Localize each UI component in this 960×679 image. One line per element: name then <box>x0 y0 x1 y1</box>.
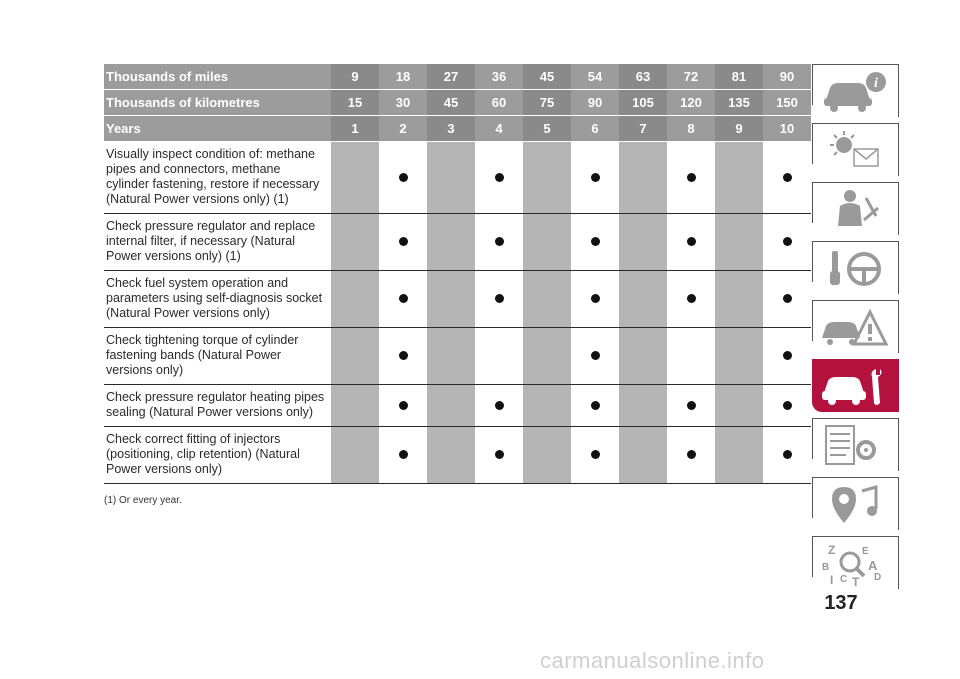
header-value: 1 <box>331 116 379 142</box>
schedule-cell <box>331 328 379 385</box>
scheduled-dot <box>495 401 504 410</box>
schedule-cell <box>571 271 619 328</box>
schedule-cell <box>571 385 619 427</box>
schedule-cell <box>715 142 763 214</box>
scheduled-dot <box>687 450 696 459</box>
tab-starting-driving[interactable] <box>812 241 899 294</box>
scheduled-dot <box>783 294 792 303</box>
schedule-cell <box>619 142 667 214</box>
tab-technical-specifications[interactable] <box>812 418 899 471</box>
tab-emergencies[interactable] <box>812 300 899 353</box>
scheduled-dot <box>495 173 504 182</box>
scheduled-dot <box>783 450 792 459</box>
scheduled-dot <box>687 173 696 182</box>
schedule-cell <box>667 385 715 427</box>
schedule-cell <box>475 385 523 427</box>
header-value: 150 <box>763 90 811 116</box>
scheduled-dot <box>399 351 408 360</box>
schedule-cell <box>427 328 475 385</box>
tab-safety[interactable] <box>812 182 899 235</box>
header-value: 4 <box>475 116 523 142</box>
svg-text:D: D <box>874 572 882 583</box>
header-value: 30 <box>379 90 427 116</box>
table-row <box>104 214 811 271</box>
svg-text:T: T <box>852 575 860 586</box>
operation-description: Visually inspect condition of: methane pipes and connectors, methane cylinder fastening, restore if necessary (Natural Power versions only) (1) <box>104 142 331 214</box>
schedule-cell <box>667 271 715 328</box>
schedule-cell <box>715 271 763 328</box>
header-value: 45 <box>523 64 571 90</box>
schedule-cell <box>523 271 571 328</box>
header-value: 27 <box>427 64 475 90</box>
scheduled-dot <box>687 401 696 410</box>
data-list-gear-icon <box>818 422 890 468</box>
scheduled-dot <box>399 294 408 303</box>
scheduled-dot <box>687 237 696 246</box>
svg-text:Z: Z <box>828 543 836 557</box>
schedule-cell <box>427 142 475 214</box>
watermark: carmanualsonline.info <box>540 648 765 673</box>
table-row <box>104 328 811 385</box>
scheduled-dot <box>399 450 408 459</box>
schedule-cell <box>667 427 715 484</box>
tab-servicing-care[interactable] <box>812 359 899 412</box>
scheduled-dot <box>495 237 504 246</box>
header-value: 5 <box>523 116 571 142</box>
schedule-cell <box>475 142 523 214</box>
header-value: 6 <box>571 116 619 142</box>
header-value: 63 <box>619 64 667 90</box>
schedule-cell <box>331 385 379 427</box>
table-row <box>104 271 811 328</box>
header-value: 60 <box>475 90 523 116</box>
header-row <box>104 64 811 90</box>
header-label: Years <box>104 116 331 142</box>
schedule-cell <box>763 271 811 328</box>
header-value: 105 <box>619 90 667 116</box>
operation-description: Check tightening torque of cylinder fastening bands (Natural Power versions only) <box>104 328 331 385</box>
scheduled-dot <box>591 173 600 182</box>
schedule-cell <box>475 214 523 271</box>
music-location-icon <box>818 481 890 527</box>
schedule-cell <box>427 385 475 427</box>
schedule-cell <box>619 271 667 328</box>
schedule-cell <box>523 328 571 385</box>
tab-index[interactable] <box>812 536 899 589</box>
schedule-cell <box>619 427 667 484</box>
svg-text:C: C <box>840 574 848 585</box>
operation-description: Check pressure regulator and replace internal filter, if necessary (Natural Power versions only) (1) <box>104 214 331 271</box>
header-value: 135 <box>715 90 763 116</box>
schedule-cell <box>619 214 667 271</box>
schedule-cell <box>379 385 427 427</box>
scheduled-dot <box>495 294 504 303</box>
schedule-cell <box>667 142 715 214</box>
schedule-cell <box>427 271 475 328</box>
scheduled-dot <box>495 450 504 459</box>
schedule-cell <box>427 427 475 484</box>
scheduled-dot <box>783 351 792 360</box>
schedule-cell <box>379 427 427 484</box>
airbag-seat-icon <box>818 186 890 232</box>
table-row <box>104 385 811 427</box>
schedule-cell <box>715 328 763 385</box>
header-value: 7 <box>619 116 667 142</box>
schedule-cell <box>667 328 715 385</box>
scheduled-dot <box>783 237 792 246</box>
scheduled-dot <box>687 294 696 303</box>
table-row <box>104 427 811 484</box>
tab-multimedia[interactable] <box>812 477 899 530</box>
car-wrench-icon <box>818 363 890 409</box>
header-value: 54 <box>571 64 619 90</box>
header-value: 120 <box>667 90 715 116</box>
schedule-cell <box>523 142 571 214</box>
header-value: 72 <box>667 64 715 90</box>
svg-text:I: I <box>830 573 834 586</box>
car-breakdown-warning-icon <box>818 304 890 350</box>
schedule-cell <box>763 328 811 385</box>
schedule-cell <box>379 214 427 271</box>
schedule-cell <box>571 427 619 484</box>
tab-warning-lights[interactable] <box>812 123 899 176</box>
schedule-cell <box>763 214 811 271</box>
header-label: Thousands of kilometres <box>104 90 331 116</box>
schedule-cell <box>331 214 379 271</box>
schedule-cell <box>379 271 427 328</box>
car-info-icon <box>818 68 890 114</box>
header-value: 90 <box>571 90 619 116</box>
header-row <box>104 116 811 142</box>
header-value: 9 <box>331 64 379 90</box>
scheduled-dot <box>399 237 408 246</box>
svg-text:E: E <box>862 546 869 557</box>
operation-description: Check pressure regulator heating pipes sealing (Natural Power versions only) <box>104 385 331 427</box>
header-value: 75 <box>523 90 571 116</box>
scheduled-dot <box>399 173 408 182</box>
svg-text:B: B <box>822 562 830 573</box>
schedule-cell <box>715 385 763 427</box>
footnote: (1) Or every year. <box>104 495 182 506</box>
svg-text:A: A <box>868 558 878 573</box>
chapter-sidebar <box>812 64 899 595</box>
header-value: 15 <box>331 90 379 116</box>
header-value: 36 <box>475 64 523 90</box>
scheduled-dot <box>783 173 792 182</box>
maintenance-schedule-table <box>104 64 811 484</box>
schedule-cell <box>763 427 811 484</box>
schedule-cell <box>571 142 619 214</box>
header-value: 45 <box>427 90 475 116</box>
scheduled-dot <box>591 237 600 246</box>
header-label: Thousands of miles <box>104 64 331 90</box>
header-value: 2 <box>379 116 427 142</box>
schedule-cell <box>475 271 523 328</box>
schedule-cell <box>763 385 811 427</box>
schedule-cell <box>379 142 427 214</box>
scheduled-dot <box>591 351 600 360</box>
schedule-cell <box>331 271 379 328</box>
header-value: 90 <box>763 64 811 90</box>
table-row <box>104 142 811 214</box>
schedule-cell <box>475 328 523 385</box>
scheduled-dot <box>783 401 792 410</box>
schedule-cell <box>523 214 571 271</box>
schedule-cell <box>523 427 571 484</box>
schedule-cell <box>571 214 619 271</box>
schedule-cell <box>763 142 811 214</box>
header-row <box>104 90 811 116</box>
schedule-cell <box>715 214 763 271</box>
operation-description: Check fuel system operation and parameters using self-diagnosis socket (Natural Power versions only) <box>104 271 331 328</box>
schedule-cell <box>715 427 763 484</box>
key-steering-wheel-icon <box>818 245 890 291</box>
header-value: 10 <box>763 116 811 142</box>
schedule-cell <box>331 427 379 484</box>
svg-text:i: i <box>874 76 878 91</box>
operation-description: Check correct fitting of injectors (positioning, clip retention) (Natural Power versions only) <box>104 427 331 484</box>
scheduled-dot <box>591 294 600 303</box>
scheduled-dot <box>591 401 600 410</box>
schedule-cell <box>331 142 379 214</box>
schedule-cell <box>667 214 715 271</box>
tab-knowing-your-car[interactable] <box>812 64 899 117</box>
alphabetical-index-icon <box>818 540 890 586</box>
schedule-cell <box>571 328 619 385</box>
schedule-cell <box>619 328 667 385</box>
header-value: 9 <box>715 116 763 142</box>
header-value: 3 <box>427 116 475 142</box>
schedule-cell <box>379 328 427 385</box>
schedule-cell <box>619 385 667 427</box>
scheduled-dot <box>591 450 600 459</box>
schedule-cell <box>475 427 523 484</box>
header-value: 18 <box>379 64 427 90</box>
header-value: 81 <box>715 64 763 90</box>
schedule-cell <box>523 385 571 427</box>
page-number: 137 <box>824 592 858 614</box>
warning-light-message-icon <box>818 127 890 173</box>
schedule-cell <box>427 214 475 271</box>
scheduled-dot <box>399 401 408 410</box>
header-value: 8 <box>667 116 715 142</box>
